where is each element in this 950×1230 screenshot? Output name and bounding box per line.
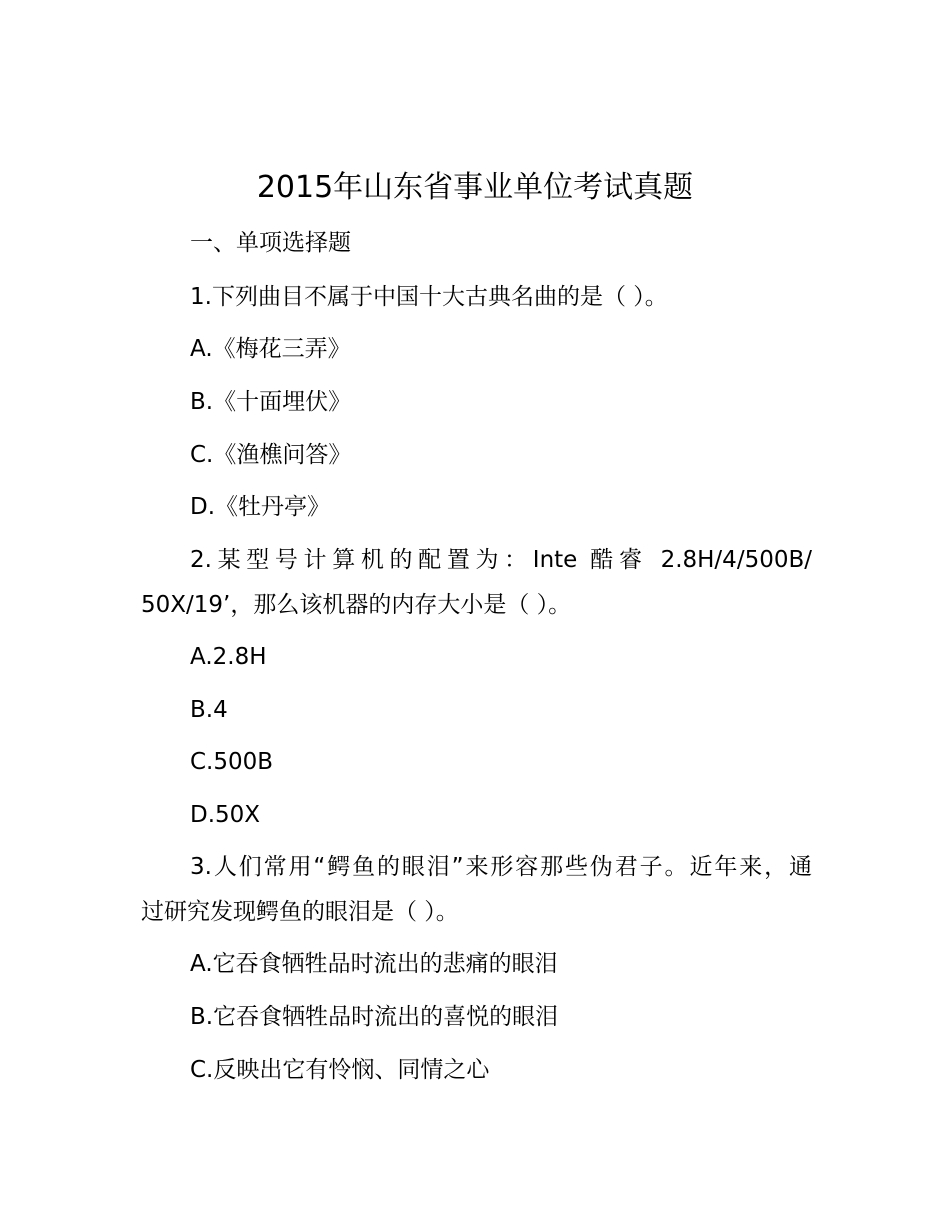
question-1-stem: 1.下列曲目不属于中国十大古典名曲的是（ ）。 xyxy=(190,284,668,310)
question-3-option-c: C.反映出它有怜悯、同情之心 xyxy=(190,1057,490,1083)
question-1-option-a: A.《梅花三弄》 xyxy=(190,336,351,362)
section-heading: 一、单项选择题 xyxy=(190,230,351,256)
question-1-option-c: C.《渔樵问答》 xyxy=(190,442,352,468)
question-3-option-a: A.它吞食牺牲品时流出的悲痛的眼泪 xyxy=(190,951,558,977)
question-2-option-d: D.50X xyxy=(190,802,261,828)
question-1-option-b: B.《十面埋伏》 xyxy=(190,389,352,415)
question-2-option-c: C.500B xyxy=(190,749,274,775)
question-3-option-b: B.它吞食牺牲品时流出的喜悦的眼泪 xyxy=(190,1004,559,1030)
question-2-stem-line-1: 2.某型号计算机的配置为：Inte 酷睿 2.8H/4/500B/ xyxy=(190,547,812,573)
question-3-stem-line-1: 3.人们常用“鳄鱼的眼泪”来形容那些伪君子。近年来，通 xyxy=(190,854,812,880)
document-title: 2015年山东省事业单位考试真题 xyxy=(256,170,694,205)
question-2-stem-line-2: 50X/19’，那么该机器的内存大小是（ ）。 xyxy=(141,592,572,618)
question-2-option-a: A.2.8H xyxy=(190,644,267,670)
question-2-option-b: B.4 xyxy=(190,697,228,723)
question-3-stem-line-2: 过研究发现鳄鱼的眼泪是（ ）。 xyxy=(141,899,459,925)
question-1-option-d: D.《牡丹亭》 xyxy=(190,494,331,520)
